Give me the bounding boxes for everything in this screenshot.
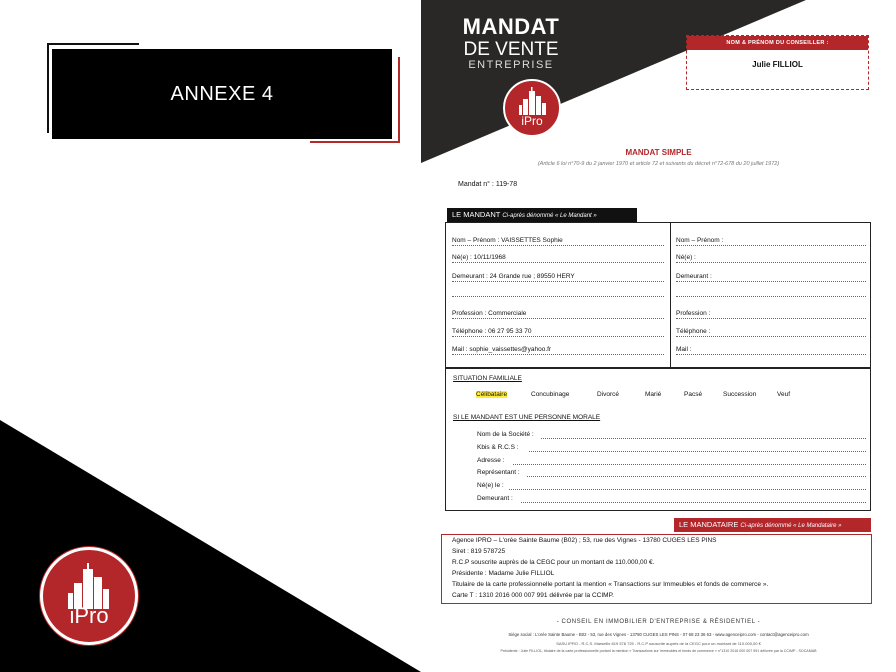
- situation-option-succession[interactable]: Succession: [723, 391, 757, 398]
- mandataire-line-agence: Agence IPRO – L'orée Sainte Baume (B02) ; 53, rue des Vignes - 13780 CUGES LES PINS: [452, 537, 717, 544]
- dotted-line: [676, 262, 866, 263]
- mandataire-section-title: [674, 518, 871, 532]
- document-page: [421, 0, 896, 672]
- situation-option-marie[interactable]: Marié: [645, 391, 662, 398]
- dotted-line: [452, 281, 664, 282]
- footer-rcs: SASU IPRO - R.C.S. Marseille 819 578 725 - R.C.P souscrite auprès de la CEGC pour un montant de 110.000,00 €: [556, 641, 761, 646]
- dotted-line: [452, 262, 664, 263]
- dotted-line: [452, 354, 664, 355]
- dotted-line: [676, 336, 866, 337]
- footer-tagline: - CONSEIL EN IMMOBILIER D'ENTREPRISE & RÉSIDENTIEL -: [556, 619, 761, 625]
- mandant1-nom: Nom – Prénom : VAISSETTES Sophie: [452, 237, 563, 244]
- dotted-line: [541, 438, 866, 439]
- mandataire-line-siret: Siret : 819 578725: [452, 548, 506, 555]
- dotted-line: [676, 281, 866, 282]
- mandant1-profession: Profession : Commerciale: [452, 310, 527, 317]
- frame-corner-right: [396, 57, 400, 143]
- dotted-line: [676, 354, 866, 355]
- frame-corner-left: [47, 43, 51, 133]
- document-title: [441, 16, 581, 71]
- dotted-line: [527, 476, 866, 477]
- title-line-2: DE VENTE: [463, 39, 559, 60]
- dotted-line: [452, 245, 664, 246]
- mandant-title-note: Ci-après dénommé « Le Mandant »: [502, 213, 597, 219]
- mandant-section-title: [447, 208, 637, 222]
- morale-demeurant: Demeurant :: [477, 495, 513, 502]
- morale-representant: Représentant :: [477, 469, 520, 476]
- mandant-title-text: LE MANDANT: [452, 210, 501, 219]
- personne-morale-title: SI LE MANDANT EST UNE PERSONNE MORALE: [453, 414, 601, 421]
- situation-option-celibataire[interactable]: Célibataire: [476, 391, 508, 398]
- ipro-logo-small: [503, 79, 561, 137]
- mandat-type: MANDAT SIMPLE: [625, 148, 692, 157]
- mandant2-mail: Mail :: [676, 346, 692, 353]
- mandant1-demeurant: Demeurant : 24 Grande rue ; 89550 HERY: [452, 273, 575, 280]
- dotted-line: [513, 464, 866, 465]
- title-line-1: MANDAT: [462, 14, 560, 39]
- column-divider: [670, 223, 671, 369]
- mandant1-telephone: Téléphone : 06 27 95 33 70: [452, 328, 532, 335]
- morale-nom-societe: Nom de la Société :: [477, 431, 534, 438]
- article-reference: (Article 6 loi n°70-9 du 2 janvier 1970 et article 72 et suivants du décret n°72-678 du 20 juillet 1972): [537, 161, 780, 167]
- footer-siege: Siège social : L'orée Sainte Baume - B02 - 53, rue des Vignes - 13780 CUGES LES PINS - 07 68 23 36 63 - www.agenceipro.com - contact@agenceipro.com: [508, 632, 809, 637]
- conseiller-value: Julie FILLIOL: [752, 60, 803, 69]
- dotted-line: [676, 296, 866, 297]
- dotted-line: [452, 318, 664, 319]
- mandant2-ne: Né(e) :: [676, 254, 696, 261]
- situation-option-divorce[interactable]: Divorcé: [597, 391, 620, 398]
- situation-option-concubinage[interactable]: Concubinage: [531, 391, 570, 398]
- mandataire-line-rcp: R.C.P souscrite auprès de la CEGC pour un montant de 110.000,00 €.: [452, 559, 655, 566]
- mandant2-demeurant: Demeurant :: [676, 273, 712, 280]
- mandant2-profession: Profession :: [676, 310, 711, 317]
- ipro-logo-large: [40, 547, 138, 645]
- mandant2-telephone: Téléphone :: [676, 328, 711, 335]
- dotted-line: [676, 318, 866, 319]
- mandataire-line-carte-t: Carte T : 1310 2016 000 007 991 délivrée par la CCIMP.: [452, 592, 614, 599]
- situation-option-veuf[interactable]: Veuf: [777, 391, 791, 398]
- dotted-line: [452, 296, 664, 297]
- mandataire-title-text: LE MANDATAIRE: [679, 520, 739, 529]
- buildings-icon: [503, 79, 561, 137]
- logo-text: iPro: [521, 114, 543, 128]
- dotted-line: [509, 489, 866, 490]
- conseiller-box: [686, 35, 869, 90]
- annexe-title: ANNEXE 4: [52, 49, 392, 139]
- buildings-icon: [40, 547, 138, 645]
- mandataire-line-presidente: Présidente : Madame Julie FILLIOL: [452, 570, 555, 577]
- mandant1-mail: Mail : sophie_vaissettes@yahoo.fr: [452, 346, 552, 353]
- dotted-line: [452, 336, 664, 337]
- mandat-number: Mandat n° : 119-78: [458, 181, 518, 188]
- mandant2-nom: Nom – Prénom :: [676, 237, 724, 244]
- dotted-line: [529, 451, 866, 452]
- morale-adresse: Adresse :: [477, 457, 505, 464]
- frame-corner-bottom: [310, 139, 400, 143]
- situation-option-pacse[interactable]: Pacsé: [684, 391, 703, 398]
- frame-corner-top: [47, 43, 139, 47]
- dotted-line: [521, 502, 866, 503]
- footer-presidente: Présidente : Julie FILLIOL, titulaire de la carte professionnelle portant la mention « Transactions sur Immeubles et fonds de commerce » n°1310 2016 000 007 991 délivrée par la CCIMP - SOCAMAB: [500, 649, 817, 653]
- mandataire-title-note: Ci-après dénommé « Le Mandataire »: [740, 523, 842, 529]
- logo-text: iPro: [69, 603, 109, 628]
- mandant-box: [445, 222, 871, 368]
- conseiller-label: NOM & PRÉNOM DU CONSEILLER :: [687, 36, 868, 50]
- title-line-3: ENTREPRISE: [468, 59, 554, 71]
- morale-ne-le: Né(e) le :: [477, 482, 504, 489]
- morale-kbis: Kbis & R.C.S :: [477, 444, 519, 451]
- mandataire-line-carte-pro: Titulaire de la carte professionnelle portant la mention « Transactions sur Immeubles et fonds de commerce ».: [452, 581, 769, 588]
- dotted-line: [676, 245, 866, 246]
- situation-title: SITUATION FAMILIALE: [453, 375, 522, 382]
- mandant1-ne: Né(e) : 10/11/1968: [452, 254, 506, 261]
